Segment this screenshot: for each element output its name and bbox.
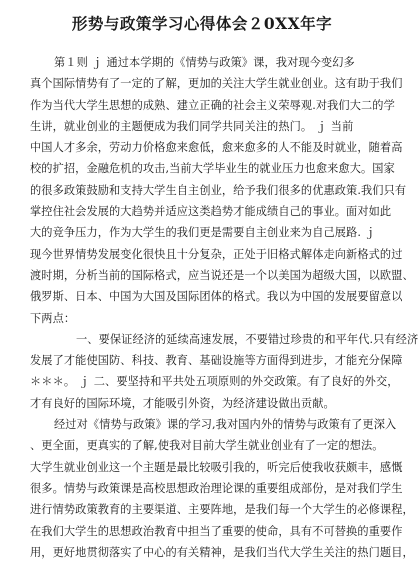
paragraph-line: 进行情势政策教育的主要渠道、主要阵地，是我们每一个大学生的必修课程， (30, 503, 414, 517)
paragraph-line: 中国人才多余，劳动力价格愈来愈低，愈来愈多的人不能及时就业，随着高 (30, 141, 403, 155)
paragraph-line: 很多。情势与政策课是高校思想政治理论课的重要组成部份，是对我们学生 (30, 481, 403, 495)
paragraph-line: 、更全面，更真实的了解,使我对目前大学生就业创业有了一定的想法。 (30, 439, 384, 453)
paragraph-line: ＊＊＊。 ｊ 二、要坚持和平共处五项原则的外交政策。有了良好的外交， (30, 375, 399, 389)
paragraph-line: 在我们大学生的思想政治教育中担当了重要的使命，具有不可替换的重要作 (30, 524, 403, 538)
paragraph-line: 大的竞争压力，作为大学生的我们更是需要自主创业来为自己展路. ｊ (30, 226, 376, 240)
paragraph-line: 经过对《情势与政策》课的学习,我对国内外的情势与政策有了更深入 (54, 418, 397, 432)
paragraph-line: 现今世界情势发展变化很快且十分复杂，正处于旧格式解体走向新格式的过 (30, 247, 403, 261)
document-title: 形势与政策学习心得体会２0XX年字 (71, 14, 333, 33)
paragraph-line: 校的扩招，金融危机的攻击,当前大学毕业生的就业压力也愈来愈大。国家 (30, 162, 395, 176)
paragraph-line: 掌控住社会发展的大趋势并适应这类趋势才能成绩自己的事业。面对如此 (30, 205, 392, 219)
document-body (30, 52, 418, 563)
paragraph-line: 作为当代大学生思想的成熟、建立正确的社会主义荣辱观.对我们大二的学 (30, 98, 395, 112)
paragraph-line: 发展了才能使国防、科技、教育、基础设施等方面得到进步，才能充分保障 (30, 354, 403, 368)
paragraph-line: 第１则 ｊ 通过本学期的《情势与政策》课，我对现今变幻多 (54, 56, 355, 69)
paragraph-line: 用，更好地贯彻落实了中心的有关精神，是我们当代大学生关注的热门题目， (30, 545, 414, 559)
paragraph-line: 大学生就业创业这一个主题是最比较吸引我的，听完后使我收获颇丰，感慨 (30, 460, 403, 474)
paragraph-line: 一、要保证经济的延续高速发展，不要错过珍贵的和平年代.只有经济 (76, 332, 418, 346)
paragraph-line: 渡时期，分析当前的国际格式，应当说还是一个以美国为超级大国，以欧盟、 (30, 268, 414, 282)
paragraph-line: 的很多政策鼓励和支持大学生自主创业，给予我们很多的优惠政策.我们只有 (30, 183, 407, 197)
paragraph-line: 俄罗斯、日本、中国为大国及国际团体的格式。我以为中国的发展要留意以 (30, 290, 403, 304)
paragraph-line: 才有良好的国际环境，才能吸引外资，为经济建设做出贡献。 (30, 396, 335, 410)
paragraph-line: 生讲，就业创业的主题便成为我们同学共同关注的热门。 ｊ 当前 (30, 119, 354, 133)
paragraph-line: 真个国际情势有了一定的了解，更加的关注大学生就业创业。这有助于我们 (30, 77, 403, 91)
paragraph-line: 下两点： (30, 311, 76, 325)
